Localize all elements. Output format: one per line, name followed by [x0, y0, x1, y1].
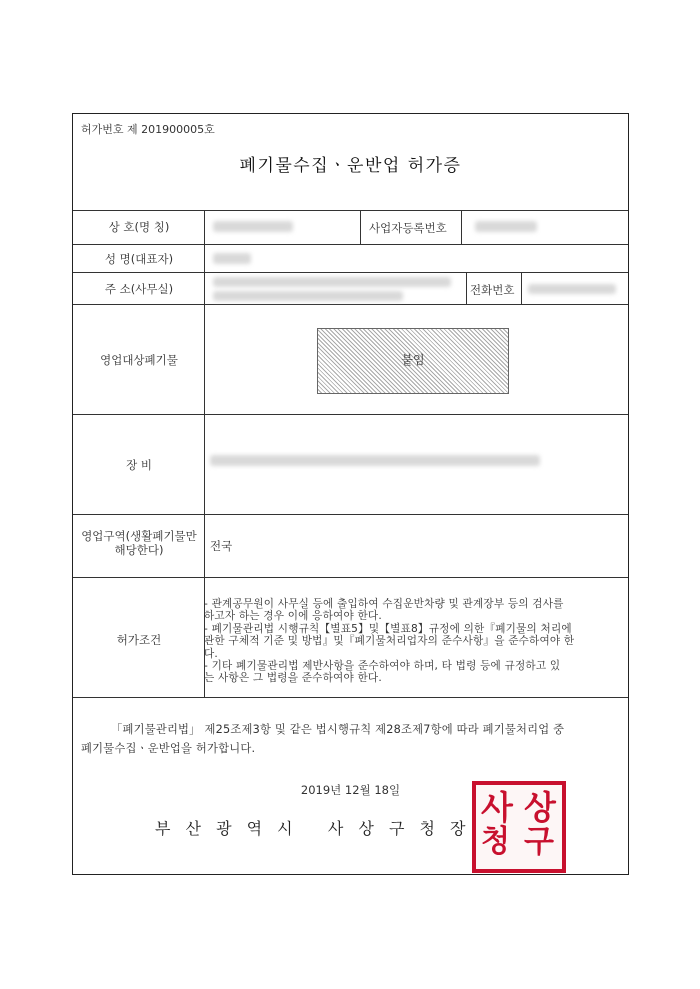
phone-label: 전화번호 [470, 283, 515, 297]
official-seal [472, 781, 566, 873]
equipment-label: 장 비 [126, 458, 152, 472]
seal-char: 사 [481, 788, 513, 827]
redacted-equipment [210, 455, 540, 466]
condition-line: - 기타 폐기물관리법 제반사항을 준수하여야 하며, 타 법령 등에 규정하고 있 [204, 660, 561, 673]
document-title: 폐기물수집ㆍ운반업 허가증 [239, 156, 462, 176]
issue-date: 2019년 12월 18일 [300, 783, 401, 797]
seal-char: 구 [524, 824, 554, 860]
condition-line: 하고자 하는 경우 이에 응하여야 한다. [204, 610, 382, 623]
biz-reg-label: 사업자등록번호 [369, 221, 447, 235]
condition-line: 는 사항은 그 법령을 준수하여야 한다. [204, 672, 382, 685]
condition-line: 다. [204, 647, 219, 660]
trade-name-label: 상 호(명 칭) [108, 220, 170, 234]
redacted-trade-name [213, 221, 293, 232]
statement-line-1: 「폐기물관리법」 제25조제3항 및 같은 법시행규칙 제28조제7항에 따라 폐기물처리업 중 [111, 723, 565, 736]
redacted-phone [528, 284, 616, 294]
seal-char: 청 [481, 824, 510, 859]
issuer-name: 부 산 광 역 시 사 상 구 청 장 [155, 819, 471, 838]
permit-number: 허가번호 제 201900005호 [81, 123, 215, 136]
attachment-label: 붙임 [401, 353, 425, 367]
permit-conditions-label: 허가조건 [116, 633, 162, 647]
statement-line-2: 폐기물수집ㆍ운반업을 허가합니다. [81, 742, 256, 755]
redacted-biz-reg [475, 221, 537, 232]
business-area-value: 전국 [210, 539, 233, 553]
seal-char: 상 [524, 788, 556, 827]
certificate-frame [72, 113, 629, 875]
representative-label: 성 명(대표자) [104, 252, 174, 266]
redacted-address-line-2 [213, 291, 403, 301]
permit-conditions-text [204, 598, 619, 685]
business-area-label: 영업구역(생활폐기물만해당한다) [81, 529, 197, 557]
attachment-placeholder [317, 328, 509, 394]
condition-line: - 폐기물관리법 시행규칙【별표5】및【별표8】규정에 의한『폐기물의 처리에 [204, 622, 572, 635]
redacted-representative [213, 253, 251, 264]
condition-line: 관한 구체적 기준 및 방법』및『폐기물처리업자의 준수사항』을 준수하여야 한 [204, 635, 575, 648]
redacted-address-line-1 [213, 277, 451, 287]
address-label: 주 소(사무실) [104, 282, 174, 296]
condition-line: - 관계공무원이 사무실 등에 출입하여 수집운반차량 및 관계장부 등의 검사를 [204, 598, 564, 610]
waste-type-label: 영업대상폐기물 [100, 353, 178, 367]
